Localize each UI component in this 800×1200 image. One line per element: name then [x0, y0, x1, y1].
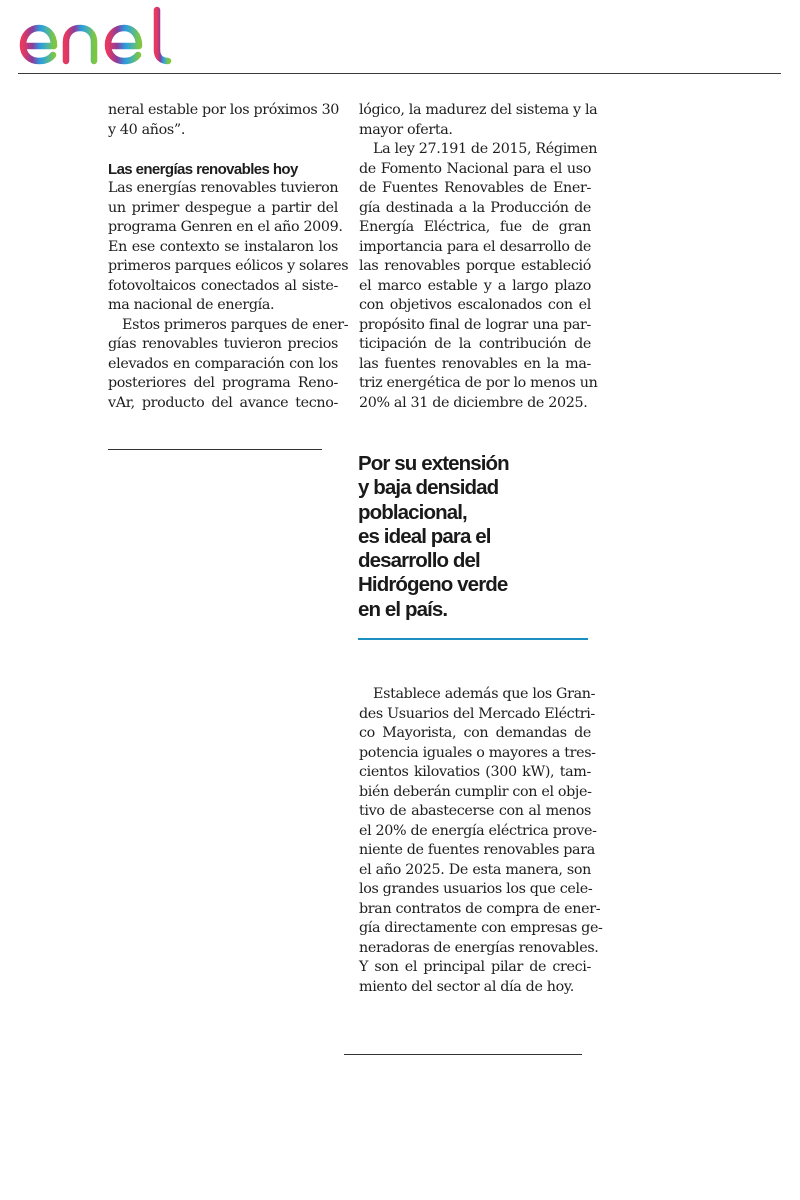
text-line: Establece además que los Gran-: [373, 686, 596, 702]
text-line: ticipación de la contribución de: [359, 336, 591, 352]
text-line: tivo de abastecerse con al menos: [359, 803, 591, 819]
right-column-lower: [359, 685, 603, 997]
text-line: un primer despegue a partir del: [108, 199, 338, 216]
text-line: Energía Eléctrica, fue de gran: [359, 219, 591, 235]
text-line: de Fuentes Renovables de Ener-: [359, 180, 591, 196]
text-line: bién deberán cumplir con el obje-: [359, 783, 592, 800]
enel-logo: [18, 4, 188, 68]
text-line: elevados en comparación con los: [108, 355, 338, 372]
text-line: con objetivos escalonados con el: [359, 297, 591, 313]
text-line: Las energías renovables tuvieron: [108, 180, 339, 196]
text-line: de Fomento Nacional para el uso: [359, 160, 591, 177]
header-rule: [18, 73, 781, 74]
text-line: cientos kilovatios (300 kW), tam-: [359, 764, 591, 780]
pull-quote-line: desarrollo del: [358, 549, 480, 573]
pull-quote: [358, 452, 588, 622]
text-line: y 40 años”.: [108, 121, 186, 138]
text-line: el año 2025. De esta manera, son: [359, 861, 591, 878]
text-line: mayor oferta.: [359, 121, 453, 138]
text-line: importancia para el desarrollo de: [359, 238, 591, 255]
pull-quote-rule: [358, 638, 588, 640]
text-line: las fuentes renovables en la ma-: [359, 355, 591, 372]
text-line: programa Genren en el año 2009.: [108, 219, 343, 235]
text-line: co Mayorista, con demandas de: [359, 725, 591, 741]
pull-quote-line: y baja densidad: [358, 476, 499, 500]
column-end-rule: [108, 449, 322, 450]
text-line: los grandes usuarios los que cele-: [359, 881, 593, 897]
text-line: des Usuarios del Mercado Eléctri-: [359, 705, 595, 722]
text-line: 20% al 31 de diciembre de 2025.: [359, 394, 588, 411]
text-line: niente de fuentes renovables para: [359, 842, 595, 858]
text-line: fotovoltaicos conectados al siste-: [108, 277, 338, 294]
text-line: propósito final de lograr una par-: [359, 316, 591, 333]
text-line: lógico, la madurez del sistema y la: [359, 102, 598, 118]
pull-quote-line: Por su extensión: [358, 452, 509, 475]
text-line: vAr, producto del avance tecno-: [108, 394, 338, 411]
pull-quote-line: poblacional,: [358, 500, 467, 524]
text-line: La ley 27.191 de 2015, Régimen: [373, 141, 598, 157]
text-line: las renovables porque estableció: [359, 258, 591, 274]
text-line: el 20% de energía eléctrica prove-: [359, 822, 597, 839]
text-line: gía directamente con empresas ge-: [359, 920, 603, 936]
text-line: miento del sector al día de hoy.: [359, 978, 574, 995]
text-line: neradoras de energías renovables.: [359, 939, 599, 956]
pull-quote-line: Hidrógeno verde: [358, 573, 508, 597]
text-line: En ese contexto se instalaron los: [108, 238, 338, 255]
pull-quote-line: en el país.: [358, 597, 448, 621]
column-end-rule: [344, 1054, 582, 1055]
text-line: bran contratos de compra de ener-: [359, 900, 601, 917]
text-line: primeros parques eólicos y solares: [108, 258, 349, 274]
text-line: el marco estable y a largo plazo: [359, 277, 591, 294]
right-column: [359, 101, 598, 413]
text-line: Y son el principal pilar de creci-: [359, 959, 591, 975]
text-line: gías renovables tuvieron precios: [108, 336, 338, 352]
text-line: ma nacional de energía.: [108, 297, 275, 313]
text-line: gía destinada a la Producción de: [359, 199, 591, 216]
left-column: [108, 101, 349, 413]
text-line: Estos primeros parques de ener-: [122, 316, 349, 333]
text-line: potencia iguales o mayores a tres-: [359, 744, 596, 761]
text-line: triz energética de por lo menos un: [359, 375, 598, 391]
section-subheading: Las energías renovables hoy: [108, 161, 298, 178]
text-line: posteriores del programa Reno-: [108, 375, 338, 391]
text-line: neral estable por los próximos 30: [108, 102, 340, 118]
pull-quote-line: es ideal para el: [358, 524, 491, 548]
